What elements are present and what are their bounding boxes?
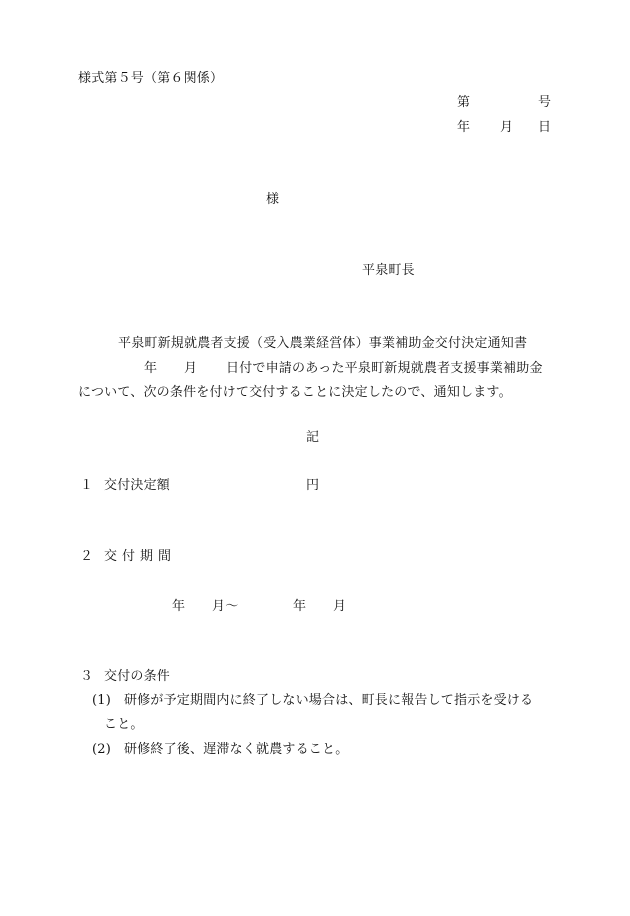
- issue-date-day: 日: [538, 120, 552, 135]
- condition-1-continuation: こと。: [104, 717, 144, 732]
- issue-date-month: 月: [500, 120, 514, 135]
- item-2-number: ２: [80, 549, 94, 564]
- application-date-year: 年: [144, 361, 158, 376]
- body-line-2: について、次の条件を付けて交付することに決定したので、通知します。: [78, 385, 512, 400]
- condition-2-number: (2): [92, 742, 112, 757]
- item-1-unit: 円: [306, 478, 320, 493]
- document-number-prefix: 第: [457, 95, 471, 110]
- period-to-year: 年: [293, 599, 307, 614]
- document-number-suffix: 号: [538, 95, 552, 110]
- ki-heading: 記: [306, 430, 320, 445]
- condition-1-text: 研修が予定期間内に終了しない場合は、町長に報告して指示を受ける: [124, 693, 534, 708]
- period-to-month: 月: [333, 599, 347, 614]
- addressee-honorific: 様: [266, 192, 280, 207]
- item-3-label: 交付の条件: [104, 669, 171, 684]
- item-1-number: １: [80, 478, 94, 493]
- item-1-label: 交付決定額: [104, 478, 171, 493]
- item-2-label: 交付期間: [104, 549, 177, 564]
- period-from-month: 月〜: [212, 599, 239, 614]
- document-title: 平泉町新規就農者支援（受入農業経営体）事業補助金交付決定通知書: [118, 336, 528, 351]
- period-from-year: 年: [172, 599, 186, 614]
- item-3-number: ３: [80, 669, 94, 684]
- form-number: 様式第５号（第６関係）: [78, 71, 224, 86]
- issue-date-year: 年: [457, 120, 471, 135]
- body-line-1: 日付で申請のあった平泉町新規就農者支援事業補助金: [226, 361, 543, 376]
- condition-2-text: 研修終了後、遅滞なく就農すること。: [124, 742, 349, 757]
- sender-name: 平泉町長: [362, 263, 415, 278]
- condition-1-number: (1): [92, 693, 112, 708]
- application-date-month: 月: [184, 361, 198, 376]
